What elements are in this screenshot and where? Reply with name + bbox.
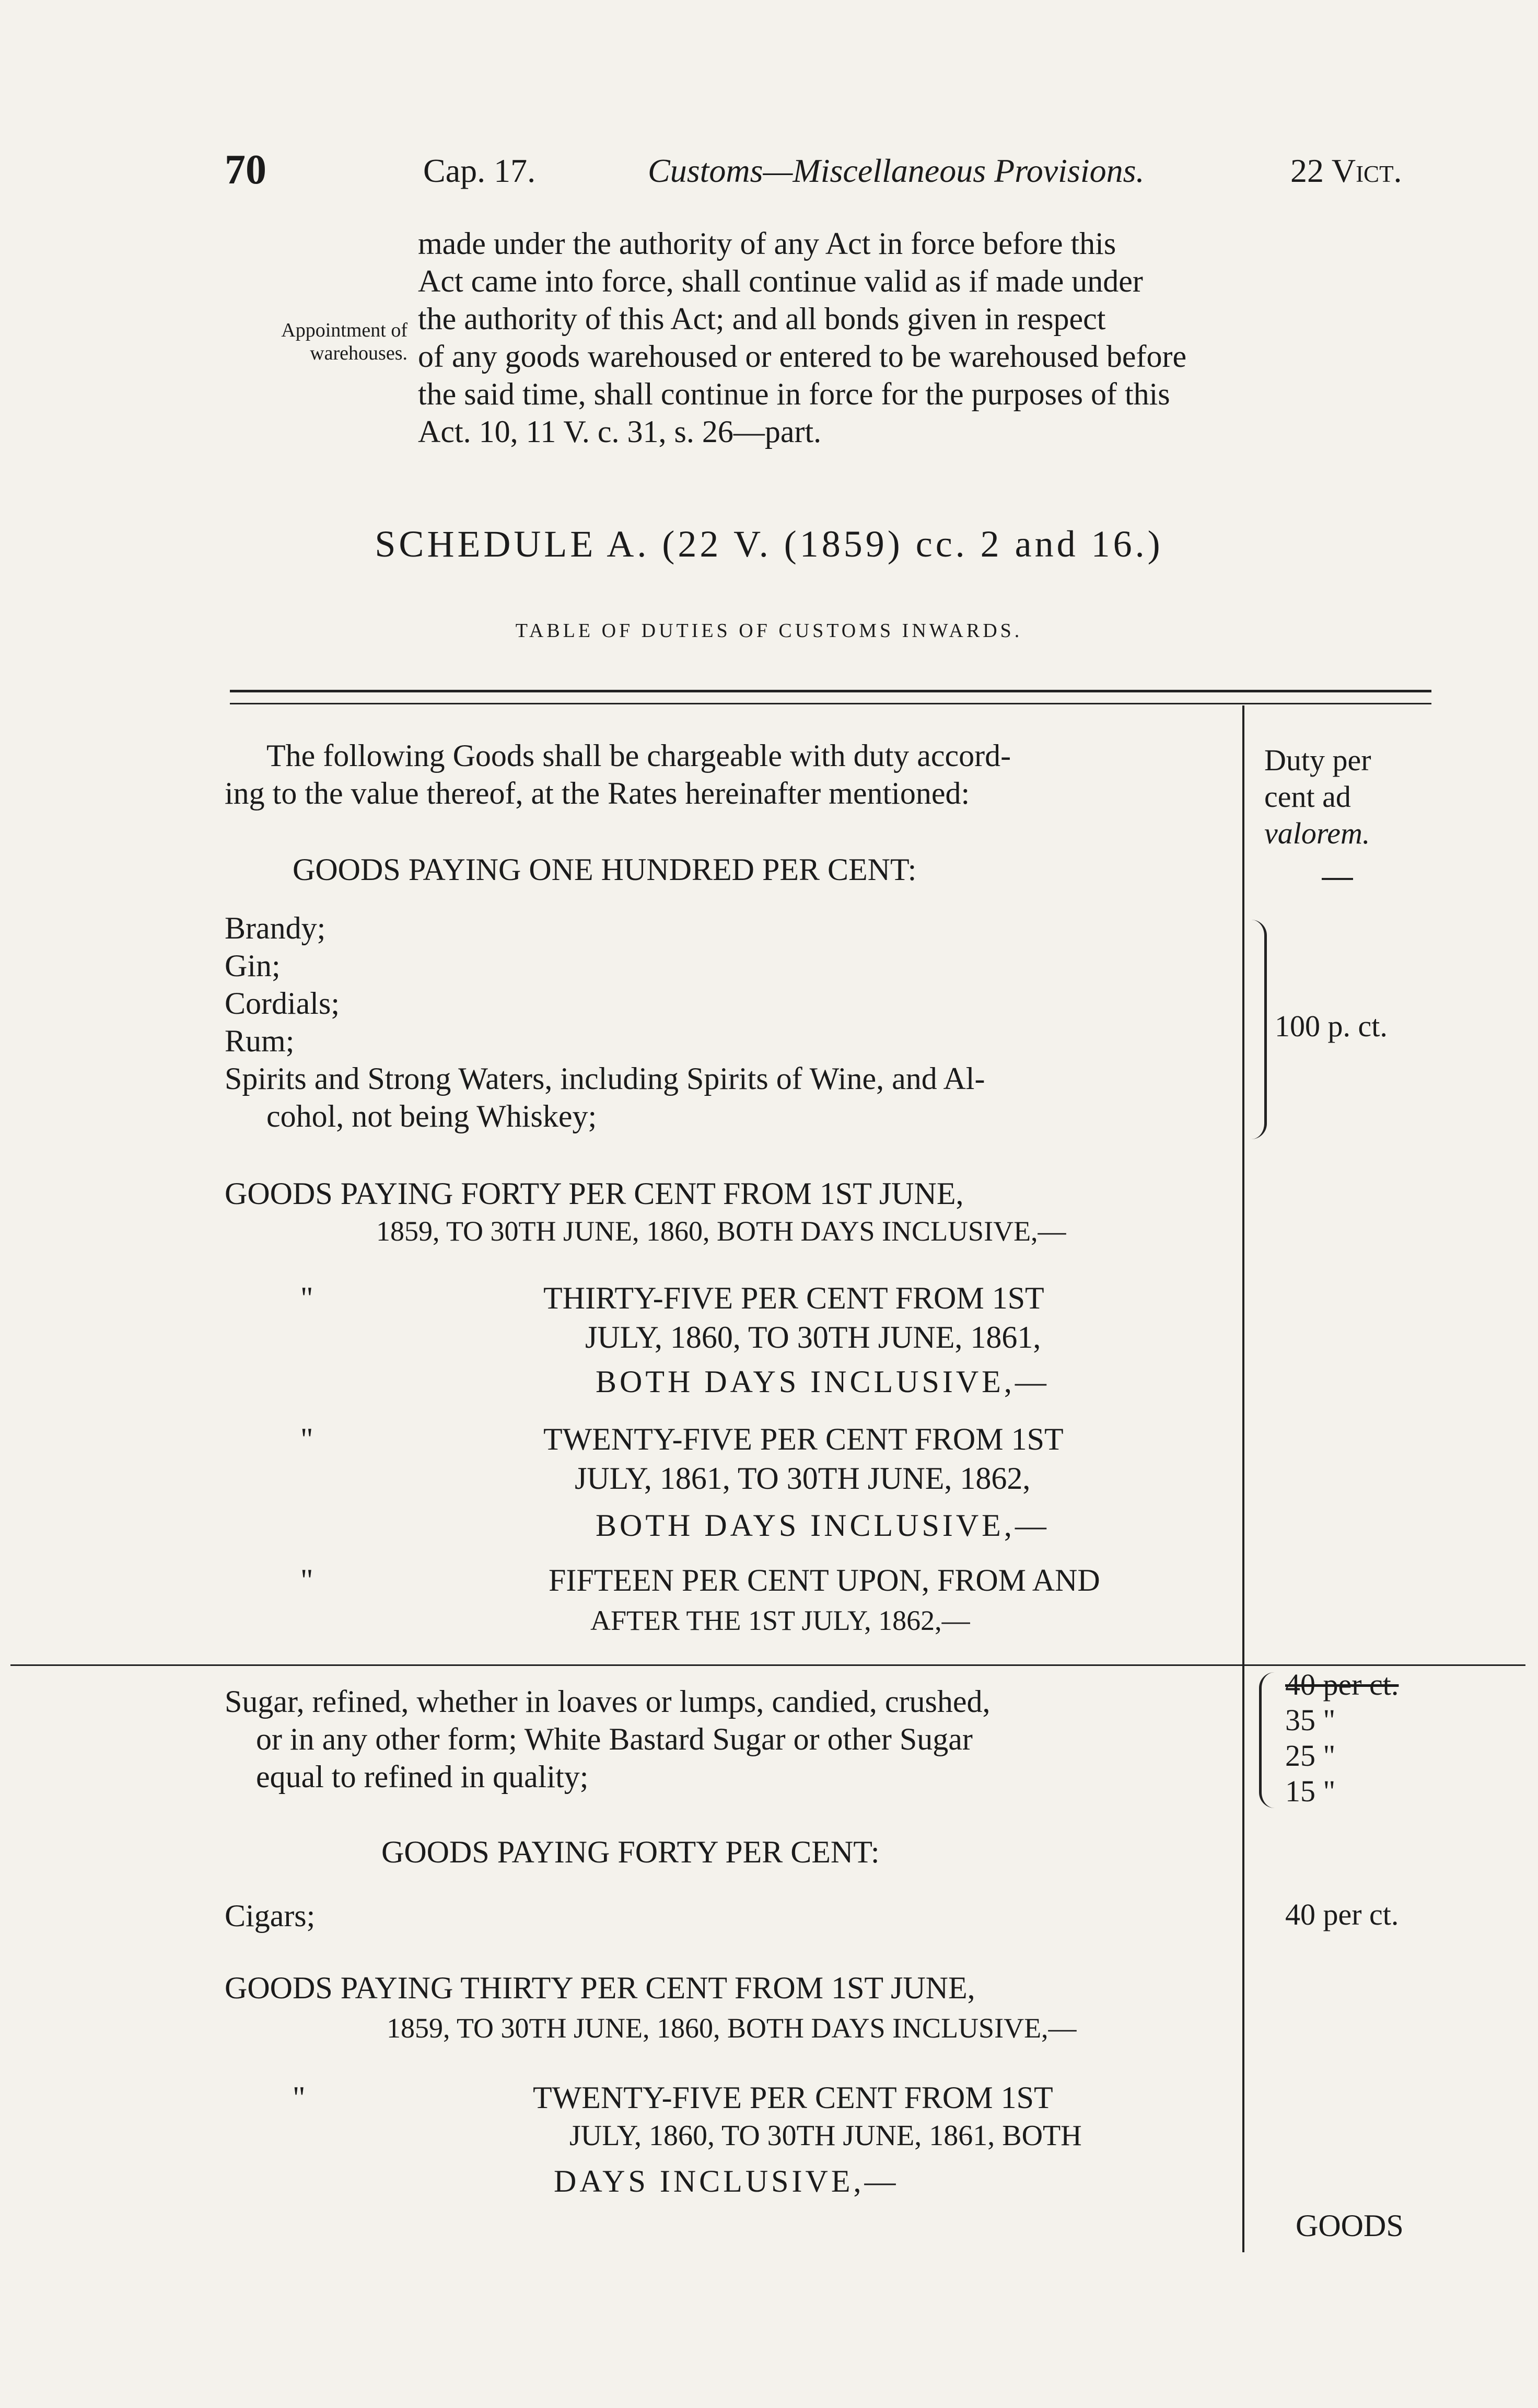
margin-note-line: Appointment of: [281, 319, 407, 341]
table-intro: [225, 737, 1233, 812]
duty-header-line: Duty per: [1264, 743, 1371, 777]
section-30-heading-2b: JULY, 1860, TO 30TH JUNE, 1861, BOTH: [569, 2120, 1082, 2152]
bracket-sugar: [1259, 1672, 1277, 1808]
sugar-heading-3: TWENTY-FIVE PER CENT FROM 1ST: [543, 1422, 1064, 1456]
ditto-mark: ": [293, 2080, 306, 2115]
duty-header: [1264, 742, 1371, 852]
section-100-heading: GOODS PAYING ONE HUNDRED PER CENT:: [293, 852, 917, 887]
ditto-mark: ": [300, 1281, 313, 1315]
sugar-heading-3b: JULY, 1861, TO 30TH JUNE, 1862,: [575, 1461, 1031, 1496]
sugar-heading-1b: 1859, TO 30TH JUNE, 1860, BOTH DAYS INCLUSIVE,—: [376, 1215, 1066, 1247]
duty-40: 40 per ct.: [1285, 1897, 1399, 1931]
section-40-heading: GOODS PAYING FORTY PER CENT:: [381, 1835, 880, 1869]
sugar-items: [225, 1683, 1233, 1796]
intro-line: Act came into force, shall continue valid as if made under: [418, 264, 1143, 298]
duty-line: 35 ": [1285, 1703, 1336, 1737]
bracket-100: [1243, 920, 1267, 1139]
item: Cordials;: [225, 986, 340, 1021]
sugar-heading-3c: BOTH DAYS INCLUSIVE,—: [596, 1508, 1050, 1543]
sugar-heading-4b: AFTER THE 1ST JULY, 1862,—: [590, 1605, 970, 1636]
sugar-heading-2: THIRTY-FIVE PER CENT FROM 1ST: [543, 1281, 1044, 1315]
item: equal to refined in quality;: [256, 1759, 589, 1794]
running-title: Customs—Miscellaneous Provisions.: [648, 152, 1145, 189]
section-30-heading-1: GOODS PAYING THIRTY PER CENT FROM 1ST JUNE,: [225, 1971, 975, 2005]
item: Spirits and Strong Waters, including Spirits of Wine, and Al-: [225, 1061, 985, 1096]
section-30-heading-1b: 1859, TO 30TH JUNE, 1860, BOTH DAYS INCLUSIVE,—: [387, 2012, 1077, 2044]
duty-line: 15 ": [1285, 1774, 1336, 1808]
section-100-items: [225, 909, 1233, 1135]
sugar-heading-2c: BOTH DAYS INCLUSIVE,—: [596, 1364, 1050, 1399]
margin-note: [219, 319, 407, 365]
duty-100: 100 p. ct.: [1275, 1009, 1388, 1043]
ditto-mark: ": [300, 1563, 313, 1597]
top-rule: [230, 690, 1431, 692]
table-intro-line: The following Goods shall be chargeable with duty accord-: [266, 738, 1011, 773]
schedule-subtitle: TABLE OF DUTIES OF CUSTOMS INWARDS.: [515, 620, 1023, 642]
catchword: GOODS: [1296, 2208, 1404, 2243]
chapter-label: Cap. 17.: [423, 152, 536, 189]
intro-line: Act. 10, 11 V. c. 31, s. 26—part.: [418, 414, 822, 449]
sugar-duties: [1285, 1667, 1399, 1809]
sugar-rule: [10, 1664, 1525, 1666]
duty-header-line: cent ad: [1264, 780, 1351, 814]
ditto-mark: ": [300, 1422, 313, 1456]
regnal-year: 22 Vict.: [1290, 152, 1402, 189]
page-number: 70: [225, 147, 266, 193]
intro-line: the said time, shall continue in force for the purposes of this: [418, 377, 1170, 411]
item: Rum;: [225, 1024, 295, 1058]
item: cohol, not being Whiskey;: [266, 1099, 597, 1133]
intro-line: the authority of this Act; and all bonds given in respect: [418, 302, 1106, 336]
top-rule-second: [230, 703, 1431, 704]
section-30-heading-2c: DAYS INCLUSIVE,—: [554, 2164, 899, 2198]
duty-header-line: valorem.: [1264, 816, 1370, 850]
item: or in any other form; White Bastard Sugar or other Sugar: [256, 1722, 973, 1756]
margin-note-line: warehouses.: [310, 342, 407, 364]
sugar-heading-1: GOODS PAYING FORTY PER CENT FROM 1ST JUNE,: [225, 1176, 964, 1211]
duty-header-dash: [1322, 878, 1353, 880]
table-intro-line: ing to the value thereof, at the Rates hereinafter mentioned:: [225, 776, 970, 811]
section-40-items: [225, 1897, 315, 1935]
sugar-heading-2b: JULY, 1860, TO 30TH JUNE, 1861,: [585, 1320, 1041, 1354]
item: Gin;: [225, 948, 281, 983]
intro-paragraph: [418, 225, 1442, 450]
duty-line: 25 ": [1285, 1739, 1336, 1773]
sugar-heading-4: FIFTEEN PER CENT UPON, FROM AND: [549, 1563, 1100, 1597]
intro-line: of any goods warehoused or entered to be warehoused before: [418, 339, 1187, 374]
section-30-heading-2: TWENTY-FIVE PER CENT FROM 1ST: [533, 2080, 1053, 2115]
item: Brandy;: [225, 911, 326, 945]
schedule-title: SCHEDULE A. (22 V. (1859) cc. 2 and 16.): [375, 523, 1163, 565]
item: Cigars;: [225, 1898, 316, 1933]
item: Sugar, refined, whether in loaves or lumps, candied, crushed,: [225, 1684, 991, 1719]
duty-line: 40 per ct.: [1285, 1668, 1399, 1701]
intro-line: made under the authority of any Act in force before this: [418, 226, 1116, 261]
